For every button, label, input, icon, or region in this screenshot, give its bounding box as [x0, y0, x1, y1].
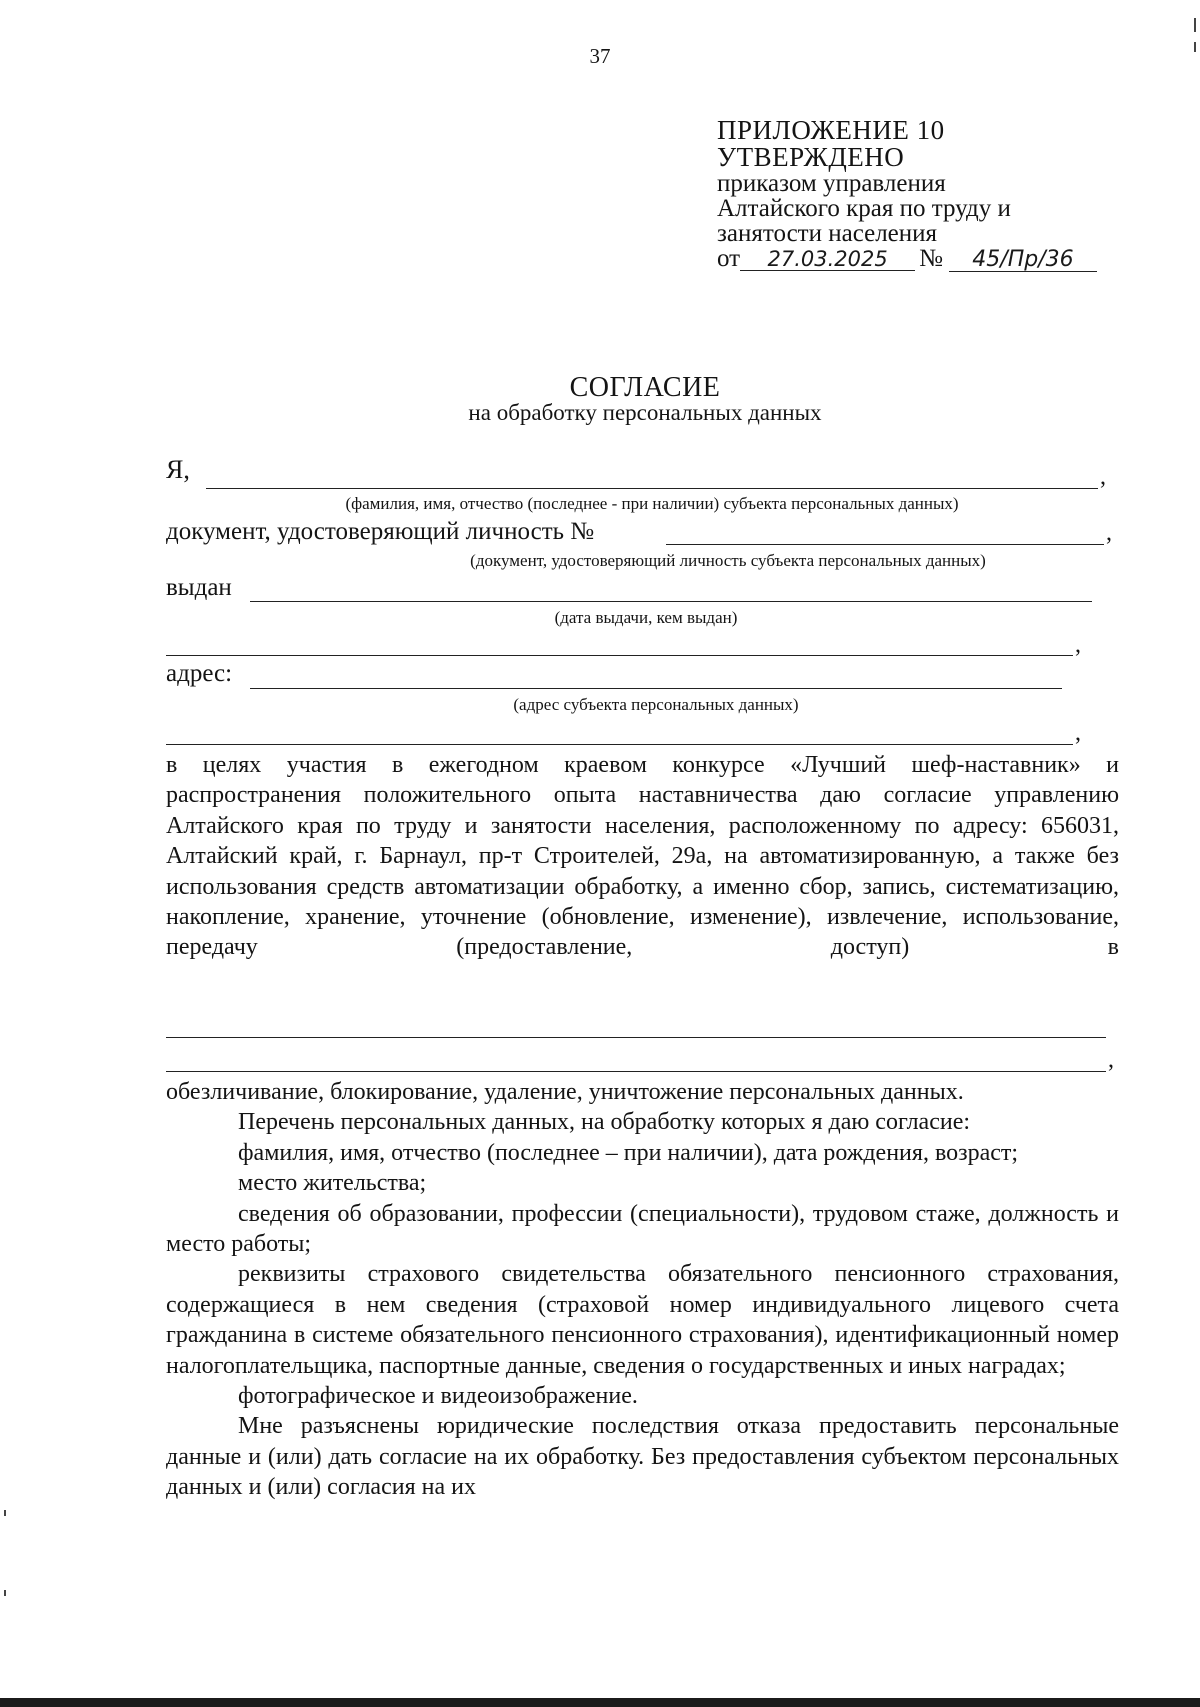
number-sign: № [919, 245, 943, 272]
issued-comma: , [1075, 632, 1081, 658]
caption-name: (фамилия, имя, отчество (последнее - при наличии) субъекта персональных данных) [345, 494, 959, 513]
list-item: фотографическое и видеоизображение. [238, 1383, 638, 1410]
issued-field-line-2[interactable] [166, 655, 1073, 656]
scan-artifact [4, 1510, 6, 1516]
purpose-blank-line-2[interactable] [166, 1071, 1106, 1072]
appendix-heading: ПРИЛОЖЕНИЕ 10 [717, 115, 945, 145]
approval-line-1: приказом управления [717, 170, 946, 197]
list-item: место жительства; [238, 1170, 427, 1197]
list-item: реквизиты страхового свидетельства обязательного пенсионного страхования, содержащиеся в нем сведения (страховой номер индивидуального лицевого счета гражданина в системе обязательного пенсионного страхования), идентификационный номер налогоплательщика, паспортные данные, сведения о государственных и иных наградах; [166, 1261, 1119, 1379]
order-date-number [717, 246, 1157, 272]
doc-field-line[interactable] [666, 544, 1104, 545]
caption-issued: (дата выдачи, кем выдан) [554, 608, 738, 627]
purpose-comma: , [1108, 1047, 1114, 1073]
scan-artifact [1194, 42, 1196, 52]
list-intro: Перечень персональных данных, на обработку которых я даю согласие: [238, 1109, 971, 1136]
page-number: 37 [589, 44, 611, 68]
scan-artifact [1194, 18, 1196, 32]
order-date: 27.03.2025 [740, 248, 915, 271]
document-subtitle: на обработку персональных данных [468, 400, 822, 425]
issued-field-line[interactable] [250, 601, 1092, 602]
issued-label: выдан [166, 574, 232, 601]
i-label: Я, [166, 455, 190, 484]
address-field-line[interactable] [250, 688, 1062, 689]
order-number: 45/Пр/36 [949, 249, 1097, 272]
name-field-line[interactable] [206, 488, 1098, 489]
caption-address: (адрес субъекта персональных данных) [513, 695, 799, 714]
approved-heading: УТВЕРЖДЕНО [717, 142, 905, 172]
list-item: сведения об образовании, профессии (специальности), трудовом стаже, должность и место работы; [166, 1200, 1119, 1258]
from-label: от [717, 245, 741, 272]
address-field-line-2[interactable] [166, 744, 1073, 745]
approval-line-3: занятости населения [717, 220, 938, 247]
name-comma: , [1100, 464, 1106, 490]
purpose-text: в целях участия в ежегодном краевом конкурсе «Лучший шеф-наставник» и распространения положительного опыта наставничества даю согласие управлению Алтайского края по труду и занятости населения, расположенному по адресу: 656031, Алтайский край, г. Барнаул, пр-т Строителей, 29а, на автоматизированную, а также без использования средств автоматизации обработку, а именно сбор, запись, систематизацию, накопление, хранение, уточнение (обновление, изменение), извлечение, использование, передачу (предоставление, доступ) в [166, 752, 1119, 961]
address-label: адрес: [166, 660, 233, 687]
caption-doc: (документ, удостоверяющий личность субъекта персональных данных) [470, 551, 986, 570]
purpose-paragraph [166, 750, 1119, 963]
approval-line-2: Алтайского края по труду и [717, 195, 1011, 222]
doc-label: документ, удостоверяющий личность № [166, 518, 595, 545]
list-section [166, 1077, 1119, 1503]
list-item: фамилия, имя, отчество (последнее – при наличии), дата рождения, возраст; [238, 1139, 1019, 1166]
final-paragraph: Мне разъяснены юридические последствия отказа предоставить персональные данные и (или) дать согласие на их обработку. Без предоставления субъектом персональных данных и (или) согласия на их [166, 1413, 1119, 1501]
purpose-blank-line-1[interactable] [166, 1037, 1106, 1038]
approval-block [717, 117, 1157, 272]
address-comma: , [1075, 720, 1081, 746]
after-blank-text: обезличивание, блокирование, удаление, уничтожение персональных данных. [166, 1079, 964, 1105]
doc-comma: , [1106, 520, 1112, 546]
scan-bottom-edge [0, 1698, 1200, 1707]
document-title: СОГЛАСИЕ [569, 372, 721, 403]
scan-artifact [4, 1590, 6, 1596]
